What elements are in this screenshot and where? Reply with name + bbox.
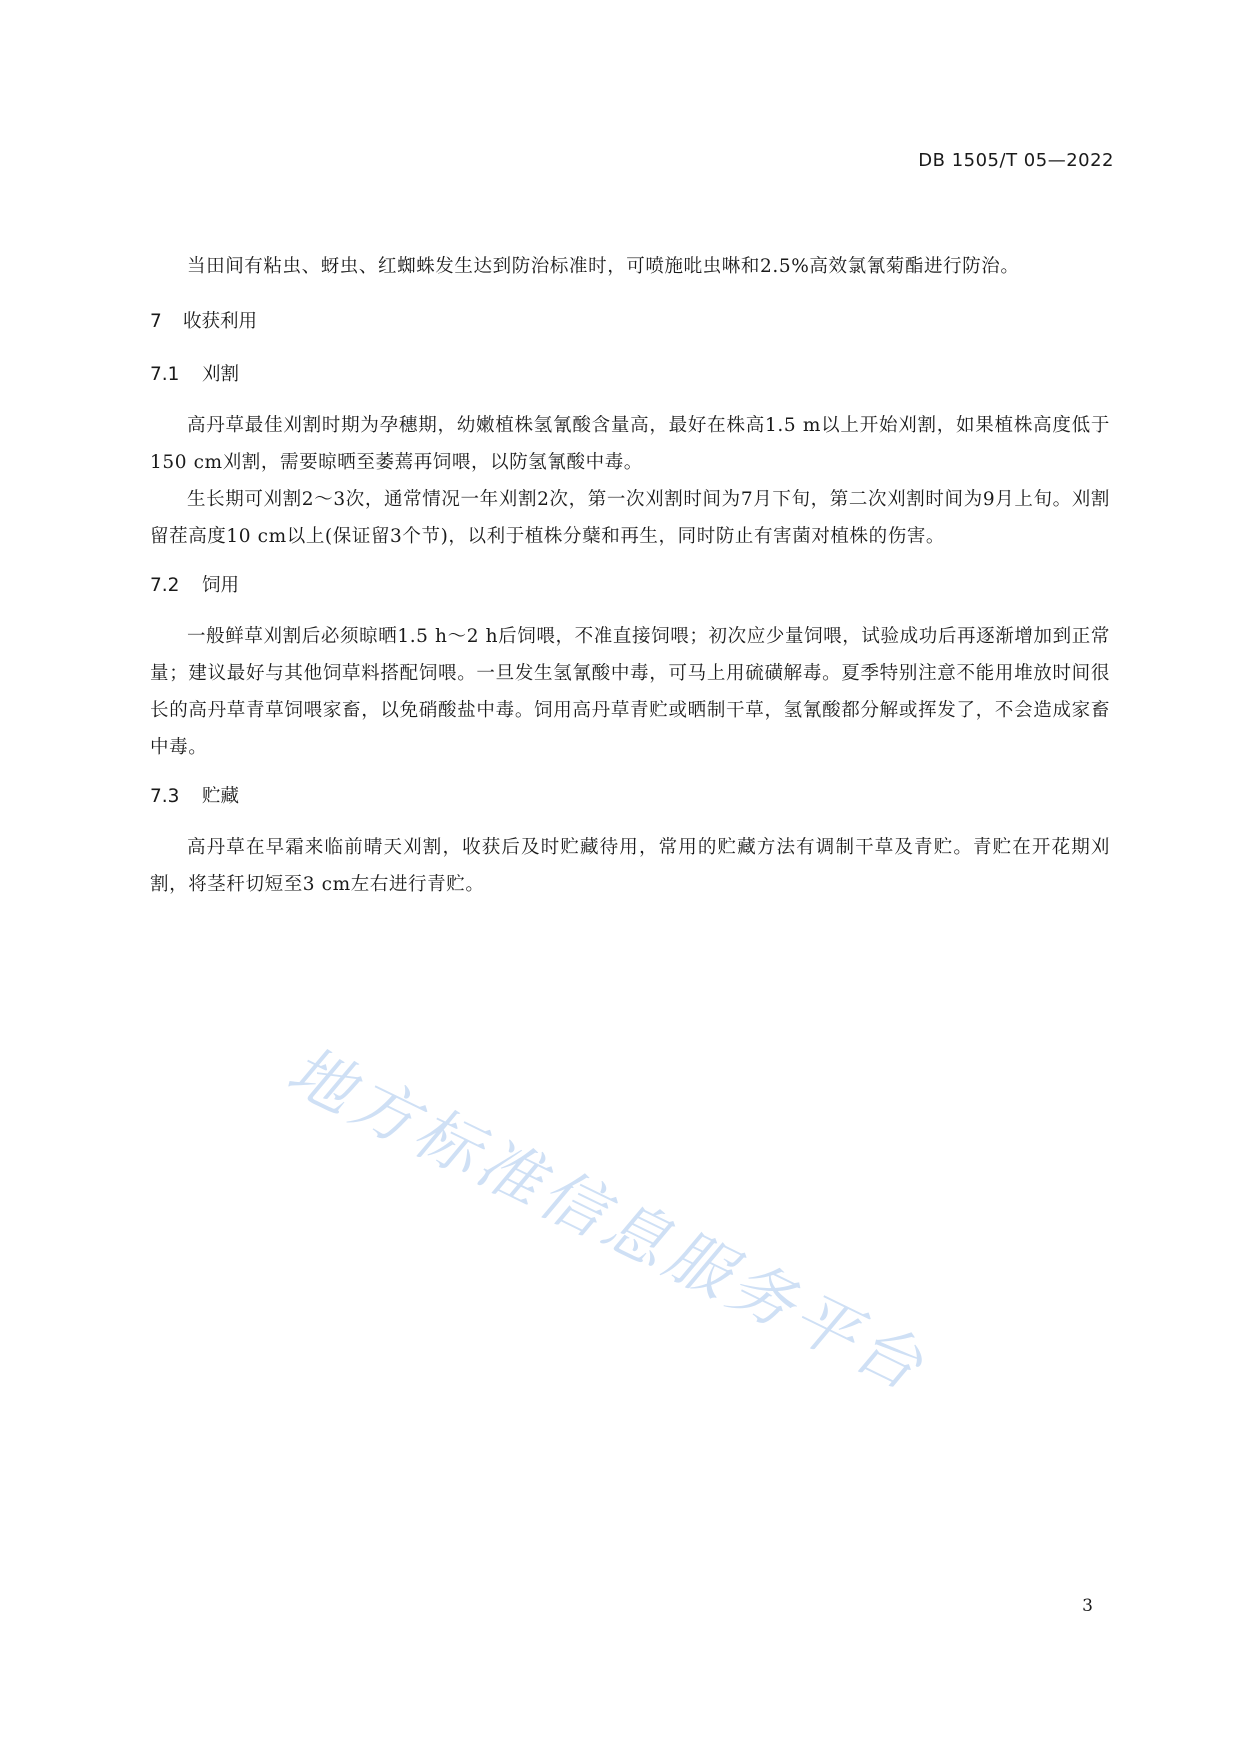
page-number: 3 (1082, 1596, 1093, 1616)
section-7-3-paragraph: 高丹草在早霜来临前晴天刈割，收获后及时贮藏待用，常用的贮藏方法有调制干草及青贮。青贮在开花期刈割，将茎秆切短至3 cm左右进行青贮。 (150, 837, 1110, 895)
section-7-1-title: 刈割 (202, 364, 240, 385)
section-7-title: 收获利用 (183, 311, 258, 332)
section-7-1-heading (150, 356, 1110, 393)
section-7-number: 7 (150, 311, 162, 332)
watermark: 地方标准信息服务平台 (275, 1033, 938, 1407)
section-7-2-paragraph: 一般鲜草刈割后必须晾晒1.5 h～2 h后饲喂，不准直接饲喂；初次应少量饲喂，试验成功后再逐渐增加到正常量；建议最好与其他饲草料搭配饲喂。一旦发生氢氰酸中毒，可马上用硫磺解毒。夏季特别注意不能用堆放时间很长的高丹草青草饲喂家畜，以免硝酸盐中毒。饲用高丹草青贮或晒制干草，氢氰酸都分解或挥发了，不会造成家畜中毒。 (150, 626, 1110, 758)
section-7-1-paragraph: 生长期可刈割2～3次，通常情况一年刈割2次，第一次刈割时间为7月下旬，第二次刈割时间为9月上旬。刈割留茬高度10 cm以上(保证留3个节)，以利于植株分蘖和再生，同时防止有害菌对植株的伤害。 (150, 489, 1110, 547)
section-7-1-number: 7.1 (150, 364, 180, 385)
section-7-3-heading (150, 778, 1110, 815)
section-7-3-number: 7.3 (150, 786, 180, 807)
intro-paragraph: 当田间有粘虫、蚜虫、红蜘蛛发生达到防治标准时，可喷施吡虫啉和2.5%高效氯氰菊酯进行防治。 (187, 256, 1020, 277)
section-7-2-number: 7.2 (150, 575, 180, 596)
section-7-1-paragraph: 高丹草最佳刈割时期为孕穗期，幼嫩植株氢氰酸含量高，最好在株高1.5 m以上开始刈割，如果植株高度低于150 cm刈割，需要晾晒至萎蔫再饲喂，以防氢氰酸中毒。 (150, 415, 1110, 473)
section-7-2-heading (150, 567, 1110, 604)
section-7-3-title: 贮藏 (202, 786, 240, 807)
document-code: DB 1505/T 05—2022 (918, 150, 1114, 171)
section-7-heading (150, 303, 1110, 340)
section-7-2-title: 饲用 (202, 575, 240, 596)
page-content (150, 248, 1110, 903)
